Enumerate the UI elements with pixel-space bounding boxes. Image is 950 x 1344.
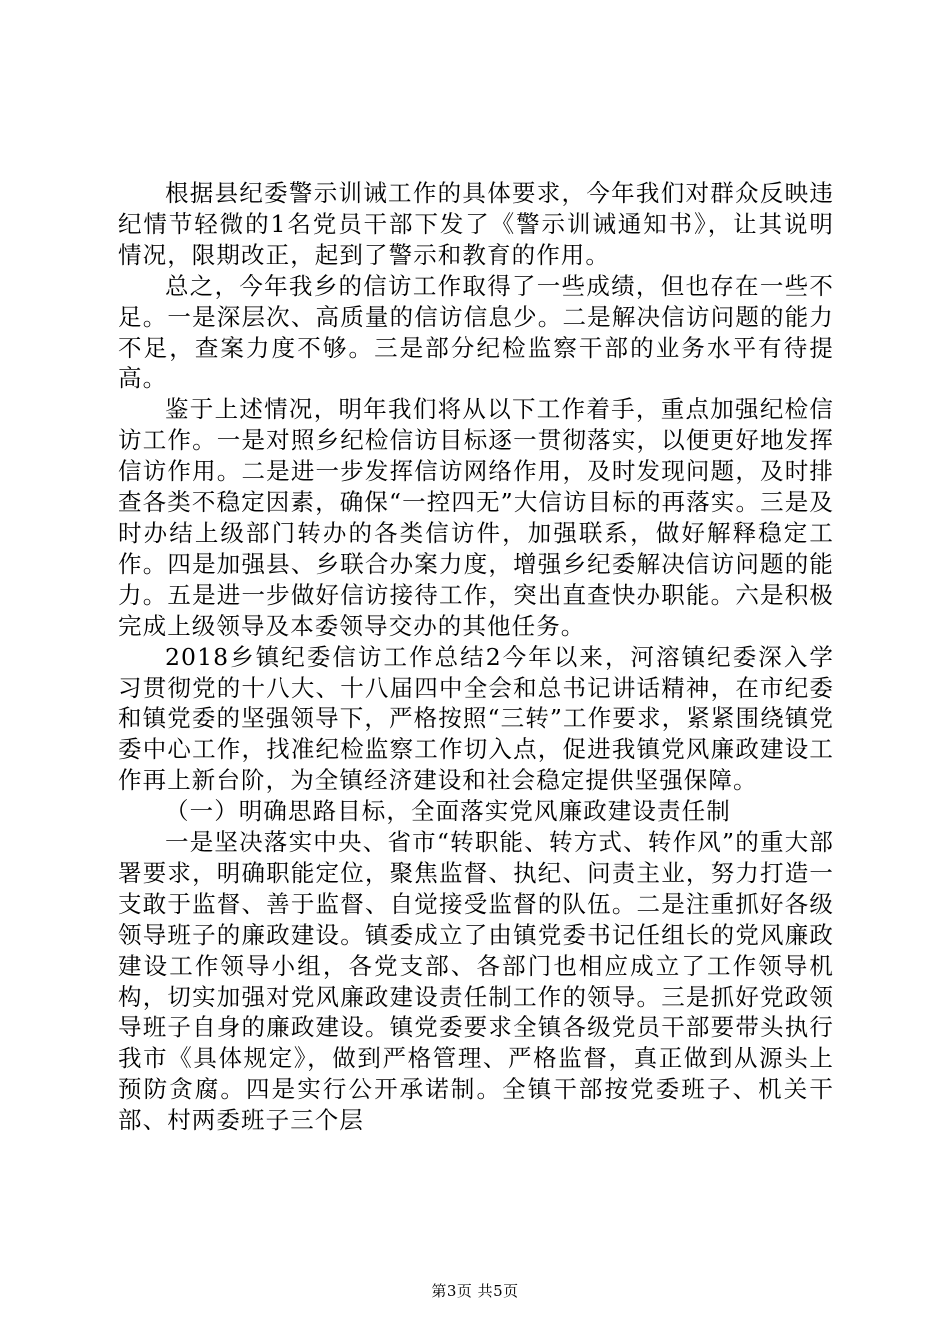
paragraph-next-year-plans: 鉴于上述情况，明年我们将从以下工作着手，重点加强纪检信访工作。一是对照乡纪检信访目标逐一贯彻落实，以便更好地发挥信访作用。二是进一步发挥信访网络作用，及时发现问题，及时排查各类不稳定因素，确保“一控四无”大信访目标的再落实。三是及时办结上级部门转办的各类信访件，加强联系，做好解释稳定工作。四是加强县、乡联合办案力度，增强乡纪委解决信访问题的能力。五是进一步做好信访接待工作，突出直查快办职能。六是积极完成上级领导及本委领导交办的其他任务。	[118, 395, 834, 640]
document-body	[118, 178, 834, 1136]
section-heading-1: （一）明确思路目标，全面落实党风廉政建设责任制	[165, 797, 731, 826]
paragraph-responsibility-system: 一是坚决落实中央、省市“转职能、转方式、转作风”的重大部署要求，明确职能定位，聚焦监督、执纪、问责主业，努力打造一支敢于监督、善于监督、自觉接受监督的队伍。二是注重抓好各级领导班子的廉政建设。镇委成立了由镇党委书记任组长的党风廉政建设工作领导小组，各党支部、各部门也相应成立了工作领导机构，切实加强对党风廉政建设责任制工作的领导。三是抓好党政领导班子自身的廉政建设。镇党委要求全镇各级党员干部要带头执行我市《具体规定》，做到严格管理、严格监督，真正做到从源头上预防贪腐。四是实行公开承诺制。全镇干部按党委班子、机关干部、村两委班子三个层	[118, 828, 834, 1135]
paragraph-summary-shortcomings: 总之，今年我乡的信访工作取得了一些成绩，但也存在一些不足。一是深层次、高质量的信访信息少。二是解决信访问题的能力不足，查案力度不够。三是部分纪检监察干部的业务水平有待提高。	[118, 271, 834, 393]
paragraph-heruo-summary-intro: 2018乡镇纪委信访工作总结2今年以来，河溶镇纪委深入学习贯彻党的十八大、十八届四中全会和总书记讲话精神，在市纪委和镇党委的坚强领导下，严格按照“三转”工作要求，紧紧围绕镇党委中心工作，找准纪检监察工作切入点，促进我镇党风廉政建设工作再上新台阶，为全镇经济建设和社会稳定提供坚强保障。	[118, 642, 834, 795]
paragraph-warning-admonition: 根据县纪委警示训诫工作的具体要求，今年我们对群众反映违纪情节轻微的1名党员干部下发了《警示训诫通知书》，让其说明情况，限期改正，起到了警示和教育的作用。	[118, 179, 834, 269]
page-number-footer: 第3页 共5页	[431, 1282, 519, 1300]
